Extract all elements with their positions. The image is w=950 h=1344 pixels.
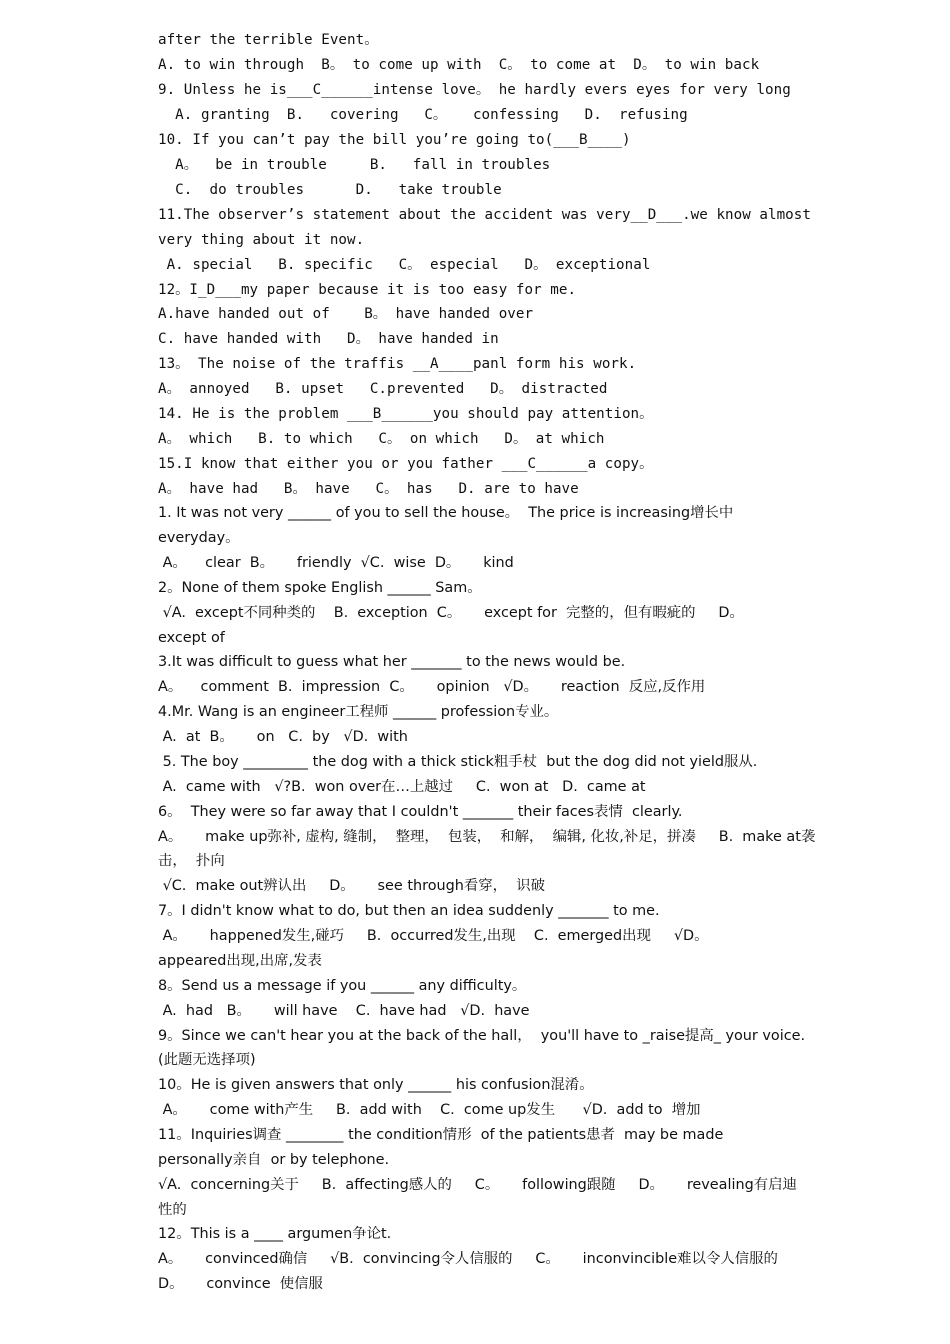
text-line: A。 be in trouble B. fall in troubles	[158, 157, 551, 173]
text-line: √A. except不同种类的 B. exception C。 except for 完整的，但有暇疵的 D。	[158, 605, 744, 621]
text-line: very thing about it now.	[158, 232, 365, 248]
text-line: A。 comment B. impression C。 opinion √D。 reaction 反应,反作用	[158, 679, 706, 695]
text-line: A. to win through B。 to come up with C。 to come at D。 to win back	[158, 57, 760, 73]
text-line: after the terrible Event。	[158, 32, 379, 48]
text-line: A. at B。 on C. by √D. with	[158, 729, 408, 745]
text-line: 2。None of them spoke English ______ Sam。	[158, 580, 482, 596]
text-line: 4.Mr. Wang is an engineer工程师 ______ profession专业。	[158, 704, 559, 720]
text-line: personally亲自 or by telephone.	[158, 1152, 390, 1168]
text-line: 11.The observer’s statement about the accident was very__D___.we know almost	[158, 207, 811, 223]
text-line: 6。 They were so far away that I couldn't _______ their faces表情 clearly.	[158, 804, 683, 820]
text-line: D。 convince 使信服	[158, 1276, 323, 1292]
text-line: 3.It was difficult to guess what her _______ to the news would be.	[158, 654, 626, 670]
text-line: 击， 扑向	[158, 853, 225, 869]
text-line: A. granting B. covering C。 confessing D. refusing	[158, 107, 688, 123]
text-line: A。 annoyed B. upset C.prevented D。 distracted	[158, 381, 608, 397]
text-line: A. special B. specific C。 especial D。 exceptional	[158, 257, 651, 273]
text-line: A. came with √?B. won over在…上越过 C. won at D. came at	[158, 779, 646, 795]
text-line: 1. It was not very ______ of you to sell the house。 The price is increasing增长中	[158, 505, 734, 521]
text-line: √C. make out辨认出 D。 see through看穿， 识破	[158, 878, 545, 894]
text-line: 12。This is a ____ argumen争论t.	[158, 1226, 392, 1242]
text-line: 9。Since we can't hear you at the back of the hall， you'll have to _raise提高_ your voice.	[158, 1028, 806, 1044]
text-line: A。 make up弥补, 虚构, 缝制， 整理， 包装， 和解， 编辑, 化妆,补足，拼凑 B. make at袭	[158, 829, 816, 845]
text-line: (此题无选择项)	[158, 1052, 256, 1068]
text-line: A。 happened发生,碰巧 B. occurred发生,出现 C. emerged出现 √D。	[158, 928, 709, 944]
text-line: √A. concerning关于 B. affecting感人的 C。 following跟随 D。 revealing有启迪	[158, 1177, 797, 1193]
text-line: 性的	[158, 1202, 187, 1218]
text-line: A。 have had B。 have C。 has D. are to have	[158, 481, 579, 497]
text-line: 15.I know that either you or you father ___C______a copy。	[158, 456, 654, 472]
text-line: 8。Send us a message if you ______ any difficulty。	[158, 978, 527, 994]
text-line: 11。Inquiries调查 ________ the condition情形 of the patients患者 may be made	[158, 1127, 724, 1143]
text-line: A. had B。 will have C. have had √D. have	[158, 1003, 530, 1019]
text-line: 10. If you can’t pay the bill you’re going to(___B____)	[158, 132, 631, 148]
text-line: 5. The boy _________ the dog with a thick stick粗手杖 but the dog did not yield服从.	[158, 754, 758, 770]
text-line: 14. He is the problem ___B______you should pay attention。	[158, 406, 654, 422]
text-line: appeared出现,出席,发表	[158, 953, 322, 969]
text-line: except of	[158, 630, 225, 646]
text-line: A。 come with产生 B. add with C. come up发生 √D. add to 增加	[158, 1102, 701, 1118]
text-line: C. have handed with D。 have handed in	[158, 331, 499, 347]
text-line: C. do troubles D. take trouble	[158, 182, 502, 198]
text-line: A.have handed out of B。 have handed over	[158, 306, 534, 322]
text-line: 12。I_D___my paper because it is too easy for me.	[158, 282, 577, 298]
text-line: A。 which B. to which C。 on which D。 at which	[158, 431, 605, 447]
text-line: everyday。	[158, 530, 240, 546]
text-line: 10。He is given answers that only ______ his confusion混淆。	[158, 1077, 594, 1093]
text-line: A。 convinced确信 √B. convincing令人信服的 C。 inconvincible难以令人信服的	[158, 1251, 778, 1267]
text-line: 7。I didn't know what to do, but then an idea suddenly _______ to me.	[158, 903, 660, 919]
text-line: 13。 The noise of the traffis __A____panl form his work.	[158, 356, 637, 372]
text-line: A。 clear B。 friendly √C. wise D。 kind	[158, 555, 514, 571]
text-line: 9. Unless he is___C______intense love。 he hardly evers eyes for very long	[158, 82, 791, 98]
